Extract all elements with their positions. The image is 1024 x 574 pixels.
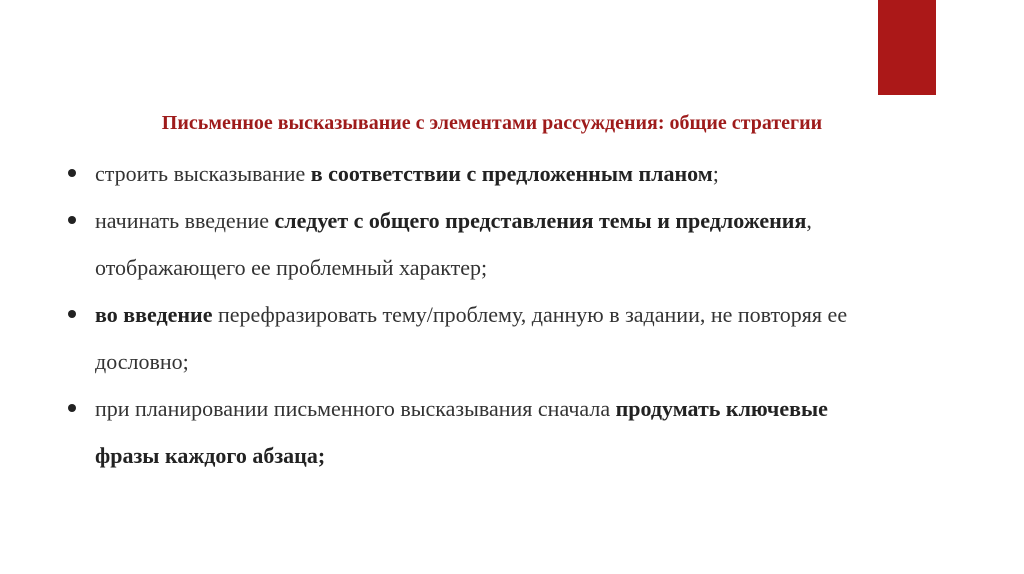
bullet-item xyxy=(60,385,860,479)
bullet-text xyxy=(95,208,812,280)
bullet-item xyxy=(60,291,860,385)
bullet-dot-icon xyxy=(68,169,76,177)
bold-text-segment: во введение xyxy=(95,302,213,327)
text-segment: строить высказывание xyxy=(95,161,311,186)
text-segment: перефразировать тему/проблему, данную в задании, не повторяя ее дословно; xyxy=(95,302,848,374)
bold-text-segment: следует с общего представления темы и предложения xyxy=(274,208,807,233)
text-segment: ; xyxy=(712,161,719,186)
bullet-text xyxy=(95,396,828,468)
bullet-item xyxy=(60,150,860,197)
bold-text-segment: продумать ключевые фразы каждого абзаца; xyxy=(95,396,828,468)
bullet-dot-icon xyxy=(68,404,76,412)
bullet-text xyxy=(95,161,719,186)
slide-title: Письменное высказывание с элементами рассуждения: общие стратегии xyxy=(161,112,823,134)
accent-bar xyxy=(878,0,936,95)
text-segment: при планировании письменного высказывания сначала xyxy=(95,396,616,421)
bold-text-segment: в соответствии с предложенным планом xyxy=(310,161,713,186)
bullet-dot-icon xyxy=(68,216,76,224)
bullet-dot-icon xyxy=(68,310,76,318)
bullet-list xyxy=(60,150,860,479)
bullet-item xyxy=(60,197,860,291)
bullet-text xyxy=(95,302,847,374)
text-segment: , отображающего ее проблемный характер; xyxy=(95,208,812,280)
text-segment: начинать введение xyxy=(95,208,275,233)
